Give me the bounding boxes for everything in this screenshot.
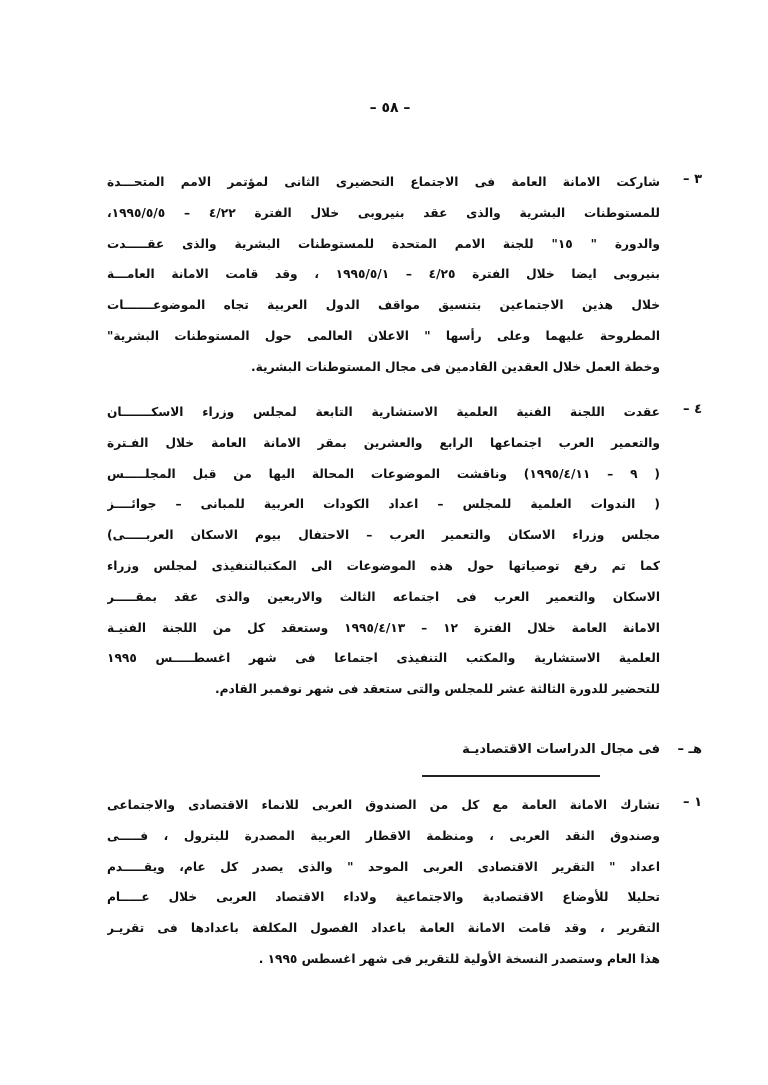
text-line: خلال هذين الاجتماعين بتنسيق مواقف الدول العربية تجاه الموضوعـــــــات [107,298,660,313]
heading-title: فى مجال الدراسات الاقتصاديـة [462,742,660,757]
text-line: للتحضير للدورة الثالثة عشر للمجلس والتى ستعقد فى شهر نوفمبر القادم. [215,682,660,697]
text-line: المطروحة عليهما وعلى رأسها " الاعلان العالمى حول المستوطنات البشرية" [107,328,660,343]
text-line: بنيروبى ايضا خلال الفترة ٤/٢٥ – ١٩٩٥/٥/١ ، وقد قامت الامانة العامـــة [107,267,660,282]
text-line: ( الندوات العلمية للمجلس – اعداد الكودات العربية للمبانى – جوائــــز [107,497,660,512]
text-line: والتعمير العرب اجتماعها الرابع والعشرين بمقر الامانة العامة خلال الفـترة [107,435,660,450]
text-line: ( ٩ – ١٩٩٥/٤/١١) وناقشت الموضوعات المحالة اليها من قبل المجلـــــس [107,466,660,481]
text-line: شاركت الامانة العامة فى الاجتماع التحضيرى الثانى لمؤتمر الامم المتحـــدة [107,175,660,189]
item-marker: ٤ – [683,402,702,417]
text-line: تحليلا للأوضاع الاقتصادية والاجتماعية ولاداء الاقتصاد العربى خلال عـــــام [107,890,660,905]
item-text [107,402,660,710]
text-line: هذا العام وستصدر النسخة الأولية للتقرير فى شهر اغسطس ١٩٩٥ . [258,951,660,966]
text-line: التقرير ، وقد قامت الامانة العامة باعداد الفصول المكلفة باعدادها فى تقريـر [107,921,660,936]
item-text [107,795,660,980]
text-line: للمستوطنات البشرية والذى عقد بنيروبى خلال الفترة ٤/٢٢ – ١٩٩٥/٥/٥، [107,205,660,220]
text-line: والدورة " ١٥" للجنة الامم المتحدة للمستوطنات البشرية والذى عقـــــدت [107,236,660,251]
item-marker: ٣ – [683,172,702,187]
text-line: وخطة العمل خلال العقدين القادمين فى مجال المستوطنات البشرية. [250,359,660,374]
text-line: تشارك الامانة العامة مع كل من الصندوق العربى للانماء الاقتصادى والاجتماعى [107,798,660,812]
item-text [107,172,660,388]
text-line: الاسكان والتعمير العرب فى اجتماعه الثالث والاربعين والذى عقد بمقـــــر [107,589,660,604]
page-number: – ٥٨ – [369,100,411,116]
text-line: وصندوق النقد العربى ، ومنظمة الاقطار العربية المصدرة للبترول ، فـــــى [107,828,660,843]
text-line: العلمية الاستشارية والمكتب التنفيذى اجتماعا فى شهر اغسطـــــس ١٩٩٥ [107,651,660,666]
text-line: مجلس وزراء الاسكان والتعمير العرب – الاحتفال بيوم الاسكان العربـــــى) [107,528,660,543]
text-line: عقدت اللجنة الفنية العلمية الاستشارية التابعة لمجلس وزراء الاسكـــــــان [107,405,660,419]
item-marker: ١ – [683,795,702,810]
text-line: الامانة العامة خلال الفترة ١٢ – ١٩٩٥/٤/١٣ وستعقد كل من اللجنة الفنيـة [107,620,660,635]
text-line: اعداد " التقرير الاقتصادى العربى الموحد " والذى يصدر كل عام، ويقـــــدم [107,859,660,874]
heading-underline [422,775,600,777]
text-line: كما تم رفع توصياتها حول هذه الموضوعات الى المكتبالتنفيذى لمجلس وزراء [107,558,660,573]
heading-marker: هـ – [677,742,702,757]
